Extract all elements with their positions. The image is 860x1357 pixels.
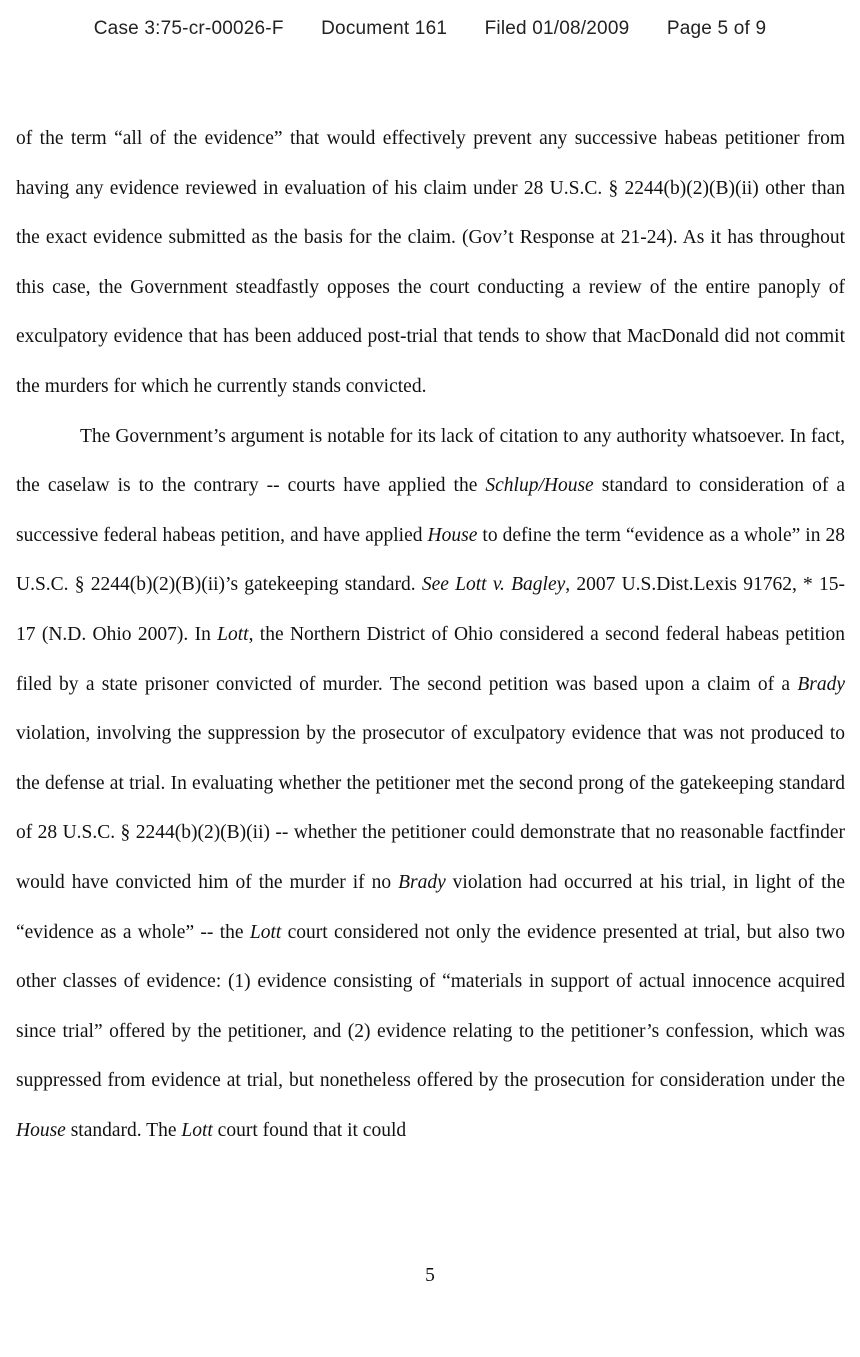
text-segment: standard to consideration of a successive federal habeas petition, and have applied	[16, 475, 845, 546]
document-number: Document 161	[321, 18, 448, 39]
italic-text: Brady	[797, 673, 845, 695]
page-number: 5	[425, 1265, 435, 1286]
italic-text: Lott	[217, 623, 249, 645]
body-paragraph	[16, 412, 845, 1156]
italic-text: House	[427, 524, 478, 546]
filed-date: Filed 01/08/2009	[484, 18, 630, 39]
italic-text: Lott	[249, 921, 282, 943]
text-segment: standard. The	[65, 1119, 182, 1141]
text-segment: of the term “all of the evidence” that would effectively prevent any successive habeas petitioner from having any evidence reviewed in evaluation of his claim under 28 U.S.C. § 2244(b)(2)(B)(ii) other than the exact evidence submitted as the basis for the claim. (Gov’t Response at 21-24). As it has throughout this case, the Government steadfastly opposes the court conducting a review of the entire panoply of exculpatory evidence that has been adduced post-trial that tends to show that MacDonald did not commit the murders for which he currently stands convicted.	[16, 128, 845, 397]
italic-text: House	[16, 1119, 66, 1141]
document-body	[16, 114, 845, 1155]
text-segment: to define the term “evidence as a whole” in 28 U.S.C. § 2244(b)(2)(B)(ii)’s gatekeeping standard.	[16, 524, 845, 596]
case-number: Case 3:75-cr-00026-F	[93, 18, 284, 39]
italic-text: See Lott v. Bagley	[421, 574, 566, 596]
italic-text: Lott	[181, 1119, 213, 1141]
text-segment: The Government’s argument is notable for its lack of citation to any authority whatsoever. In fact, the caselaw is to the contrary -- courts have applied the	[16, 425, 845, 497]
text-segment: court found that it could	[212, 1119, 407, 1141]
text-segment: violation had occurred at his trial, in light of the “evidence as a whole” -- the	[16, 871, 846, 943]
text-segment: violation, involving the suppression by the prosecutor of exculpatory evidence that was not produced to the defense at trial. In evaluating whether the petitioner met the second prong of the gatekeeping standard of 28 U.S.C. § 2244(b)(2)(B)(ii) -- whether the petitioner could demonstrate that no reasonable factfinder would have convicted him of the murder if no	[16, 723, 845, 893]
page-indicator: Page 5 of 9	[666, 18, 767, 39]
text-segment: , the Northern District of Ohio considered a second federal habeas petition filed by a state prisoner convicted of murder. The second petition was based upon a claim of a	[16, 623, 846, 695]
italic-text: Brady	[398, 871, 446, 893]
italic-text: Schlup/House	[485, 475, 594, 497]
text-segment: court considered not only the evidence presented at trial, but also two other classes of evidence: (1) evidence consisting of “materials in support of actual innocence acquired since trial” offered by the petitioner, and (2) evidence relating to the petitioner’s confession, which was suppressed from evidence at trial, but nonetheless offered by the prosecution for consideration under the	[16, 921, 845, 1092]
text-segment: , 2007 U.S.Dist.Lexis 91762, * 15-17 (N.D. Ohio 2007). In	[16, 574, 846, 645]
page-header	[0, 18, 860, 40]
body-paragraph	[16, 114, 845, 412]
